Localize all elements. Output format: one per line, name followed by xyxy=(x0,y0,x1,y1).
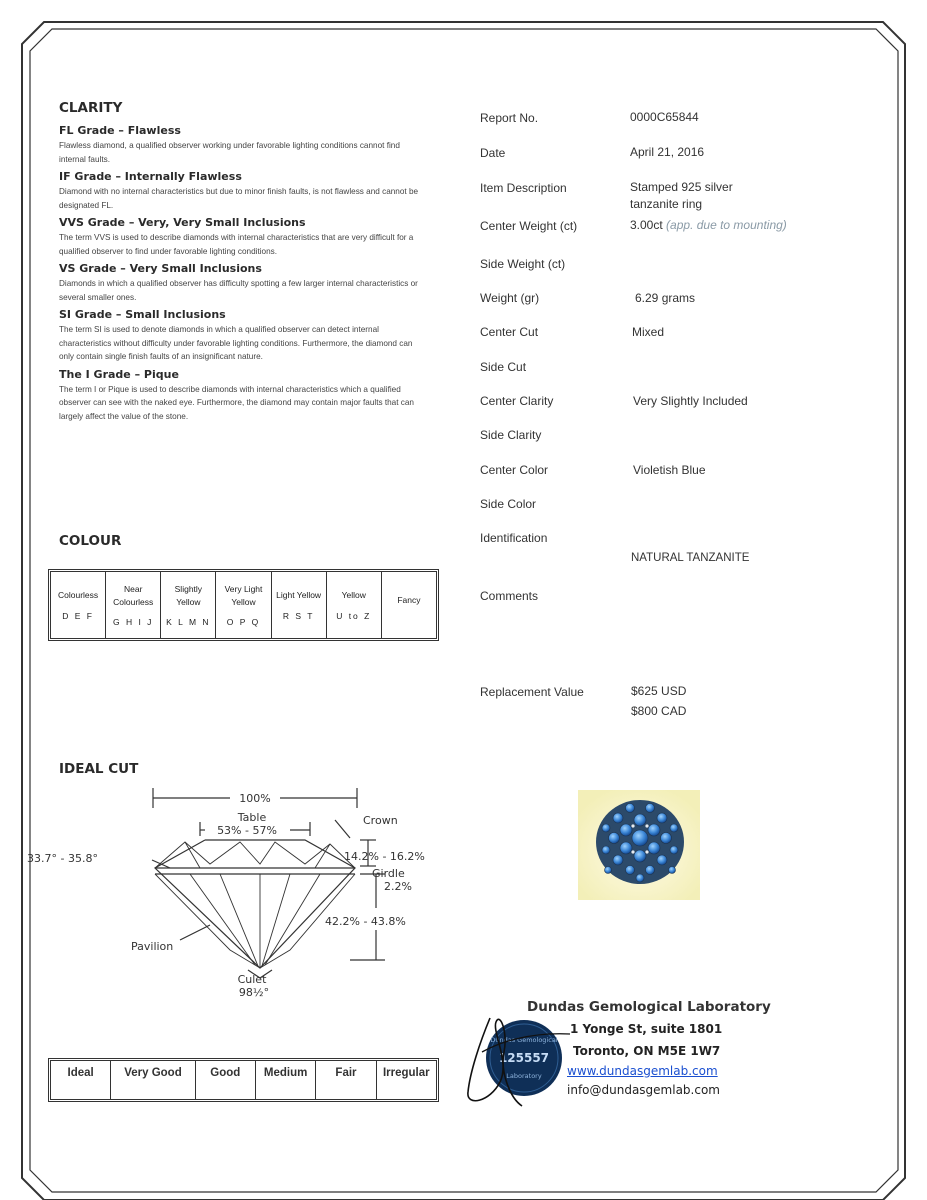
lab-address-line2: Toronto, ON M5E 1W7 xyxy=(573,1044,721,1058)
center-cut-label: Center Cut xyxy=(480,325,539,339)
clarity-grade-i xyxy=(59,368,419,424)
colour-name: Colourless xyxy=(57,590,99,601)
center-clarity-value: Very Slightly Included xyxy=(633,394,748,408)
center-color-label: Center Color xyxy=(480,463,549,477)
report-no-label: Report No. xyxy=(480,111,539,125)
ideal-cut-heading: IDEAL CUT xyxy=(59,761,139,777)
colour-grades: G H I J xyxy=(112,617,154,627)
seal-text-bottom: Laboratory xyxy=(506,1072,542,1080)
grade-description: The term I or Pique is used to describe diamonds with internal characteristics which a qualified observer can see with the naked eye. Furthermore, the diamond may contain major faults that can largely affect the value of the stone. xyxy=(59,384,414,421)
grade-title: The I Grade – Pique xyxy=(59,367,179,381)
date-label: Date xyxy=(480,146,506,160)
clarity-grade-si xyxy=(59,308,419,364)
grade-title: IF Grade – Internally Flawless xyxy=(59,170,242,183)
grade-title: SI Grade – Small Inclusions xyxy=(59,308,226,321)
culet-label: Culet xyxy=(237,973,267,986)
replacement-value xyxy=(631,683,686,720)
colour-name: Yellow xyxy=(341,590,366,601)
weight-value: 6.29 grams xyxy=(635,291,696,305)
crown-angle-label: 33.7° - 35.8° xyxy=(27,852,98,865)
colour-cell xyxy=(106,572,161,638)
colour-scale-table xyxy=(48,569,439,641)
colour-cell xyxy=(51,572,106,638)
colour-grades: D E F xyxy=(62,610,94,621)
grade-description: The term VVS is used to describe diamonds with internal characteristics that are very difficult for a qualified observer to find under favorable lighting conditions. xyxy=(59,233,414,256)
cut-grade-cell: Fair xyxy=(316,1061,376,1099)
girdle-label: Girdle xyxy=(372,867,405,880)
center-clarity-label: Center Clarity xyxy=(480,394,554,408)
cut-grade-table xyxy=(48,1058,439,1102)
lab-website-link[interactable]: www.dundasgemlab.com xyxy=(567,1064,718,1078)
side-color-label: Side Color xyxy=(480,497,537,511)
pavilion-label: Pavilion xyxy=(131,940,174,953)
side-weight-label: Side Weight (ct) xyxy=(480,257,566,271)
colour-cell xyxy=(272,572,327,638)
grade-title: FL Grade – Flawless xyxy=(59,124,181,137)
crown-label: Crown xyxy=(363,814,398,827)
side-cut-label: Side Cut xyxy=(480,360,527,374)
grade-description: Diamonds in which a qualified observer has difficulty spotting a few larger internal characteristics or several smaller ones. xyxy=(59,279,418,302)
colour-cell xyxy=(327,572,382,638)
item-description-line: tanzanite ring xyxy=(630,197,703,211)
colour-grades: U to Z xyxy=(336,610,372,621)
item-description-label: Item Description xyxy=(480,181,567,195)
side-clarity-label: Side Clarity xyxy=(480,428,542,442)
colour-name: Slightly Yellow xyxy=(174,584,203,607)
colour-grades: K L M N xyxy=(166,617,211,627)
cut-grade-cell: Good xyxy=(196,1061,256,1099)
grade-description: The term SI is used to denote diamonds in which a qualified observer can detect internal characteristics without difficulty under favorable lighting conditions. Furthermore, the diamond can only contain single finish faults of an insignificant nature. xyxy=(59,325,413,361)
clarity-grades-list xyxy=(59,120,419,423)
replacement-usd: $625 USD xyxy=(631,684,687,698)
colour-name: Near Colourless xyxy=(113,584,154,607)
ideal-cut-diagram xyxy=(27,780,440,1010)
clarity-heading: CLARITY xyxy=(59,100,123,116)
center-weight-amount: 3.00ct xyxy=(630,218,663,232)
colour-cell xyxy=(161,572,216,638)
clarity-grade-if xyxy=(59,170,419,212)
cut-grade-cell: Very Good xyxy=(111,1061,195,1099)
center-weight-label: Center Weight (ct) xyxy=(480,219,578,233)
colour-grades: O P Q xyxy=(226,617,261,627)
item-description-line: Stamped 925 silver xyxy=(630,180,733,194)
center-color-value: Violetish Blue xyxy=(633,463,706,477)
seal-text-top: Dundas Gemological xyxy=(490,1036,558,1044)
replacement-cad: $800 CAD xyxy=(631,704,687,718)
colour-cell xyxy=(382,572,436,638)
cut-grade-cell: Irregular xyxy=(382,1067,430,1079)
width-label: 100% xyxy=(239,792,271,805)
seal-number: 125557 xyxy=(498,1051,550,1065)
grade-title: VS Grade – Very Small Inclusions xyxy=(59,262,262,275)
colour-heading: COLOUR xyxy=(59,533,122,549)
identification-value: NATURAL TANZANITE xyxy=(631,552,750,564)
table-range-label: 53% - 57% xyxy=(217,824,277,837)
weight-label: Weight (gr) xyxy=(480,291,540,305)
colour-name: Light Yellow xyxy=(276,590,322,601)
comments-label: Comments xyxy=(480,589,539,603)
report-no-value: 0000C65844 xyxy=(630,110,699,124)
lab-email: info@dundasgemlab.com xyxy=(567,1083,720,1097)
center-cut-value: Mixed xyxy=(632,325,665,339)
ring-photo xyxy=(578,790,700,900)
colour-name: Very Light Yellow xyxy=(224,584,263,607)
clarity-grade-vvs xyxy=(59,216,419,258)
lab-address-line1: 1 Yonge St, suite 1801 xyxy=(570,1022,723,1036)
pavilion-depth-label: 42.2% - 43.8% xyxy=(325,915,406,928)
cut-grade-cell: Medium xyxy=(256,1061,316,1099)
culet-angle-label: 98½° xyxy=(238,986,270,999)
center-weight-value xyxy=(630,217,787,234)
grade-description: Diamond with no internal characteristics but due to minor finish faults, is not flawless and cannot be designated FL. xyxy=(59,187,419,210)
date-value: April 21, 2016 xyxy=(630,145,705,159)
replacement-value-label: Replacement Value xyxy=(480,685,584,699)
cut-grade-cell: Ideal xyxy=(51,1061,111,1099)
center-weight-note: (app. due to mounting) xyxy=(666,218,787,232)
crown-height-label: 14.2% - 16.2% xyxy=(344,850,425,863)
clarity-grade-vs xyxy=(59,262,419,304)
colour-name: Fancy xyxy=(397,595,421,606)
grade-description: Flawless diamond, a qualified observer working under favorable lighting conditions cannot find internal faults. xyxy=(59,141,400,164)
girdle-value-label: 2.2% xyxy=(384,880,412,893)
clarity-grade-fl xyxy=(59,124,419,166)
colour-cell xyxy=(216,572,271,638)
colour-grades: R S T xyxy=(282,610,315,621)
identification-label: Identification xyxy=(480,531,548,545)
grade-title: VVS Grade – Very, Very Small Inclusions xyxy=(59,216,306,229)
item-description-value xyxy=(630,179,733,213)
table-label: Table xyxy=(237,811,267,824)
lab-name: Dundas Gemological Laboratory xyxy=(527,999,771,1015)
